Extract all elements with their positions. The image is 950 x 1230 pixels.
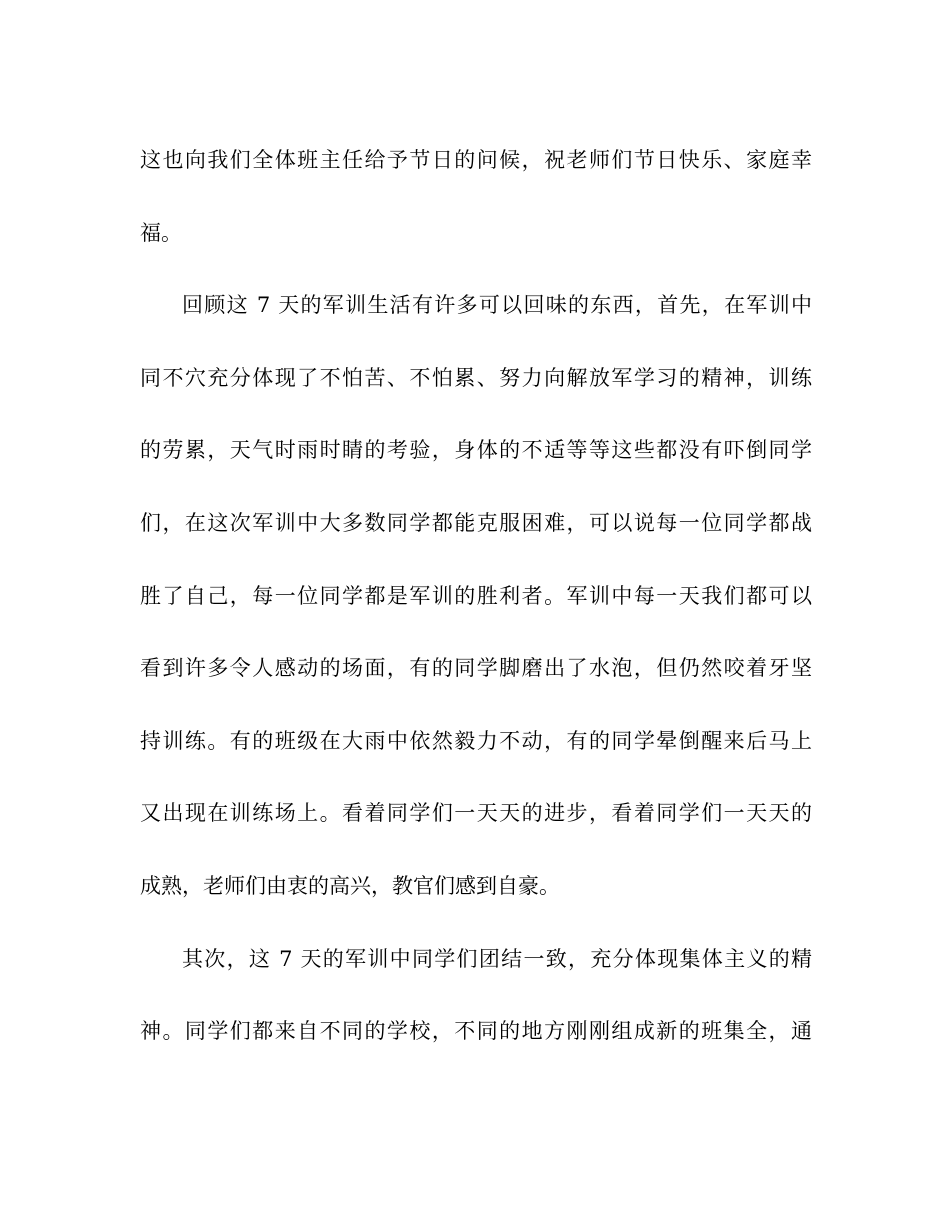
text-line: 看到许多令人感动的场面，有的同学脚磨出了水泡，但仍然咬着牙坚 — [140, 656, 812, 681]
text-line: 的劳累，天气时雨时睛的考验，身体的不适等等这些都没有吓倒同学 — [140, 438, 812, 463]
paragraph-start-line: 回顾这 7 天的军训生活有许多可以回味的东西，首先，在军训中 — [182, 293, 812, 318]
text-line: 这也向我们全体班主任给予节日的问候，祝老师们节日快乐、家庭幸 — [140, 148, 812, 172]
text-line: 成熟，老师们由衷的高兴，教官们感到自豪。 — [140, 873, 560, 898]
text-line: 同不穴充分体现了不怕苦、不怕累、努力向解放军学习的精神，训练 — [140, 365, 812, 390]
text-line: 又出现在训练场上。看着同学们一天天的进步，看着同学们一天天的 — [140, 801, 812, 826]
text-line: 福。 — [140, 220, 182, 245]
text-line: 神。同学们都来自不同的学校，不同的地方刚刚组成新的班集全，通 — [140, 1019, 812, 1044]
body-text — [140, 138, 812, 1082]
paragraph-start-line: 其次，这 7 天的军训中同学们团结一致，充分体现集体主义的精 — [182, 946, 812, 971]
text-line: 持训练。有的班级在大雨中依然毅力不动，有的同学晕倒醒来后马上 — [140, 728, 812, 753]
text-line: 们，在这次军训中大多数同学都能克服困难，可以说每一位同学都战 — [140, 510, 812, 535]
text-line: 胜了自己，每一位同学都是军训的胜利者。军训中每一天我们都可以 — [140, 583, 812, 608]
